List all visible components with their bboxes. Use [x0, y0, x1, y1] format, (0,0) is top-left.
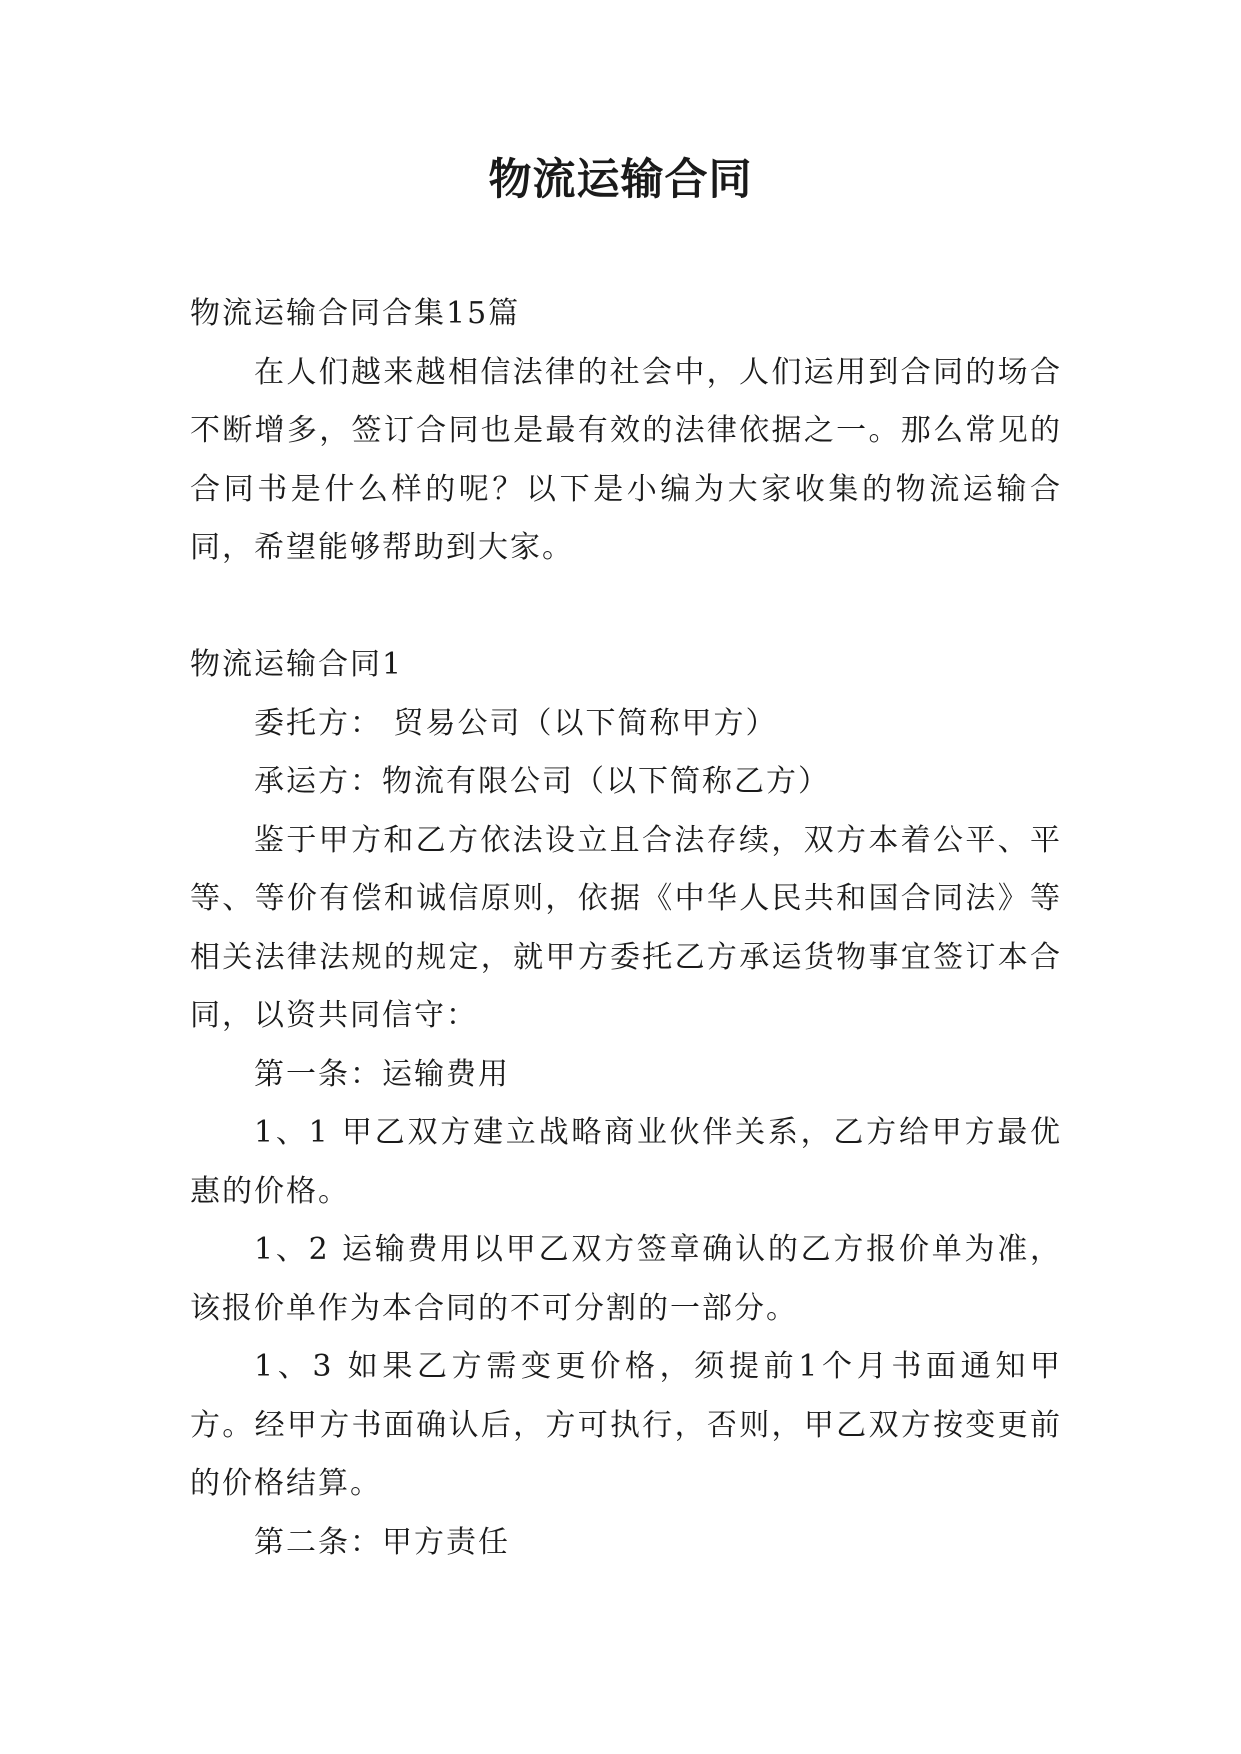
document-body	[190, 285, 1062, 1572]
consignor-line: 委托方： 贸易公司（以下简称甲方）	[254, 705, 778, 741]
article-2-heading: 第二条：甲方责任	[254, 1524, 510, 1560]
carrier-line: 承运方：物流有限公司（以下简称乙方）	[254, 764, 830, 799]
preamble-paragraph: 鉴于甲方和乙方依法设立且合法存续，双方本着公平、平等、等价有偿和诚信原则，依据《中华人民共和国合同法》等相关法律法规的规定，就甲方委托乙方承运货物事宜签订本合同，以资共同信守：	[190, 822, 1062, 1033]
article-1-heading: 第一条：运输费用	[254, 1056, 510, 1092]
clause-1-3: 1、3 如果乙方需变更价格，须提前1个月书面通知甲方。经甲方书面确认后，方可执行，否则，甲乙双方按变更前的价格结算。	[190, 1349, 1062, 1501]
section-heading: 物流运输合同1	[190, 647, 404, 682]
intro-paragraph: 在人们越来越相信法律的社会中，人们运用到合同的场合不断增多，签订合同也是最有效的法律依据之一。那么常见的合同书是什么样的呢？以下是小编为大家收集的物流运输合同，希望能够帮助到大家。	[190, 354, 1062, 565]
collection-subtitle: 物流运输合同合集15篇	[190, 296, 521, 331]
document-title: 物流运输合同	[488, 155, 753, 205]
clause-1-1: 1、1 甲乙双方建立战略商业伙伴关系，乙方给甲方最优惠的价格。	[190, 1115, 1062, 1209]
clause-1-2: 1、2 运输费用以甲乙双方签章确认的乙方报价单为准，该报价单作为本合同的不可分割的一部分。	[190, 1232, 1062, 1326]
